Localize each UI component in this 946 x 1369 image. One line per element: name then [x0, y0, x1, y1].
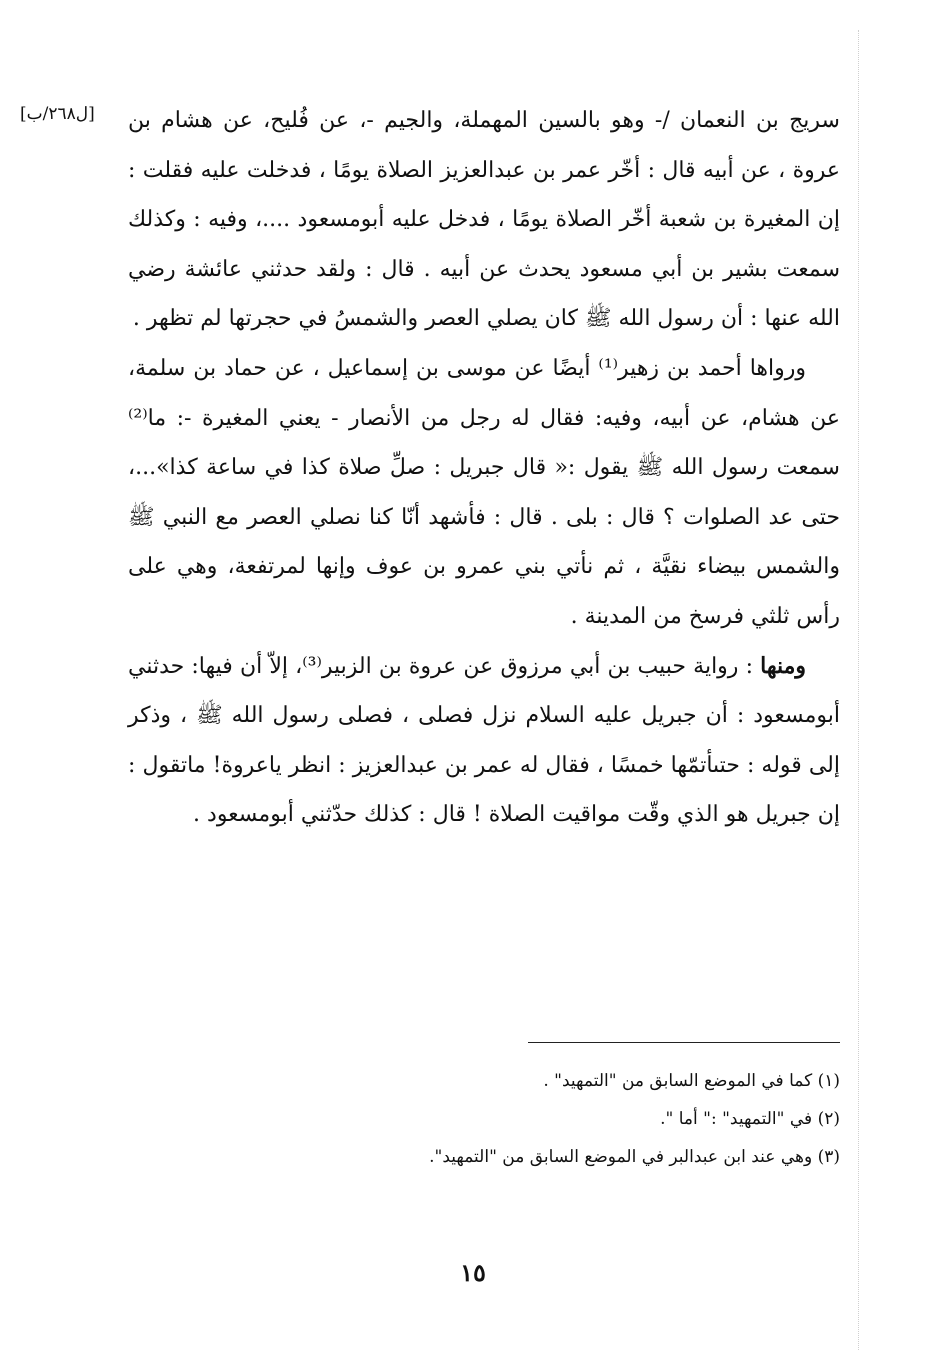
text-line: سلمة، عن هشام، عن أبيه، وفيه: فقال له رجل من الأنصار - يعني المغيرة -: [128, 355, 840, 431]
text-line: وفيه : وكذلك سمعت بشير بن أبي مسعود يحدث عن أبيه . قال : ولقد [128, 207, 840, 282]
text-line: لمرتفعة، وهي على رأس ثلثي فرسخ من المدينة . [128, 554, 840, 629]
main-text [128, 96, 840, 840]
text-line: حدثني أبومسعود : أن جبريل عليه السلام نزل فصلى ، فصلى رسول الله ﷺ ، [128, 653, 840, 729]
text-line: والشمسُ في حجرتها لم تظهر . [132, 306, 419, 332]
text-line: حدثني عائشة رضي الله عنها : أن رسول الله ﷺ كان يصلي العصر [128, 256, 840, 332]
text-line: سريج بن النعمان /- وهو بالسين المهملة، والجيم -، عن فُليح، عن هشام بن [128, 108, 840, 133]
text-line: وذكر إلى قوله : حتىأتمّها خمسًا ، فقال له عمر بن عبدالعزيز : انظر ياعروة! [128, 703, 840, 778]
paragraph-1 [128, 96, 840, 344]
text-line: ماتقول : إن جبريل هو الذي وقّت مواقيت الصلاة ! قال : كذلك حدّثني [128, 752, 840, 828]
text-line: كذا»...، حتى عد الصلوات ؟ قال : بلى . قال : فأشهد أنّا كنا نصلي [128, 455, 840, 530]
footnote-2: (٢) في "التمهيد" :" أما ". [660, 1109, 840, 1129]
margin-dotted-rule [858, 30, 859, 1350]
text-line: عروة ، عن أبيه قال : أخّر عمر بن عبدالعزيز الصلاة يومًا ، فدخلت عليه [200, 157, 840, 183]
footnote-1: (١) كما في الموضع السابق من "التمهيد" . [543, 1071, 840, 1091]
page-number: ١٥ [460, 1258, 486, 1287]
paragraph-lead-bold: ومنها [760, 652, 807, 679]
text-line: العصر مع النبي ﷺ والشمس بيضاء نقيَّة ، ثم نأتي بني عمرو بن عوف وإنها [128, 504, 840, 580]
manuscript-folio-reference: [ل٢٦٨/ب] [20, 104, 95, 124]
text-line: أبومسعود . [193, 802, 294, 828]
footnote-separator [528, 1042, 840, 1043]
footnotes [128, 1062, 840, 1176]
paragraph-3 [128, 642, 840, 840]
footnote-3: (٣) وهي عند ابن عبدالبر في الموضع السابق من "التمهيد". [429, 1147, 840, 1167]
text-line: : رواية حبيب بن أبي مرزوق عن عروة بن الزبير⁽³⁾، إلاّ أن فيها: [191, 653, 761, 679]
paragraph-2 [128, 344, 840, 642]
text-line: فقلت : إن المغيرة بن شعبة أخّر الصلاة يومًا ، فدخل عليه أبومسعود ....، [128, 157, 840, 233]
text-line: ورواها أحمد بن زهير⁽¹⁾ أيضًا عن موسى بن إسماعيل ، عن حماد بن [193, 355, 806, 381]
text-line: ما⁽²⁾ سمعت رسول الله ﷺ يقول :« قال جبريل : صلِّ صلاة كذا في ساعة [128, 405, 840, 481]
